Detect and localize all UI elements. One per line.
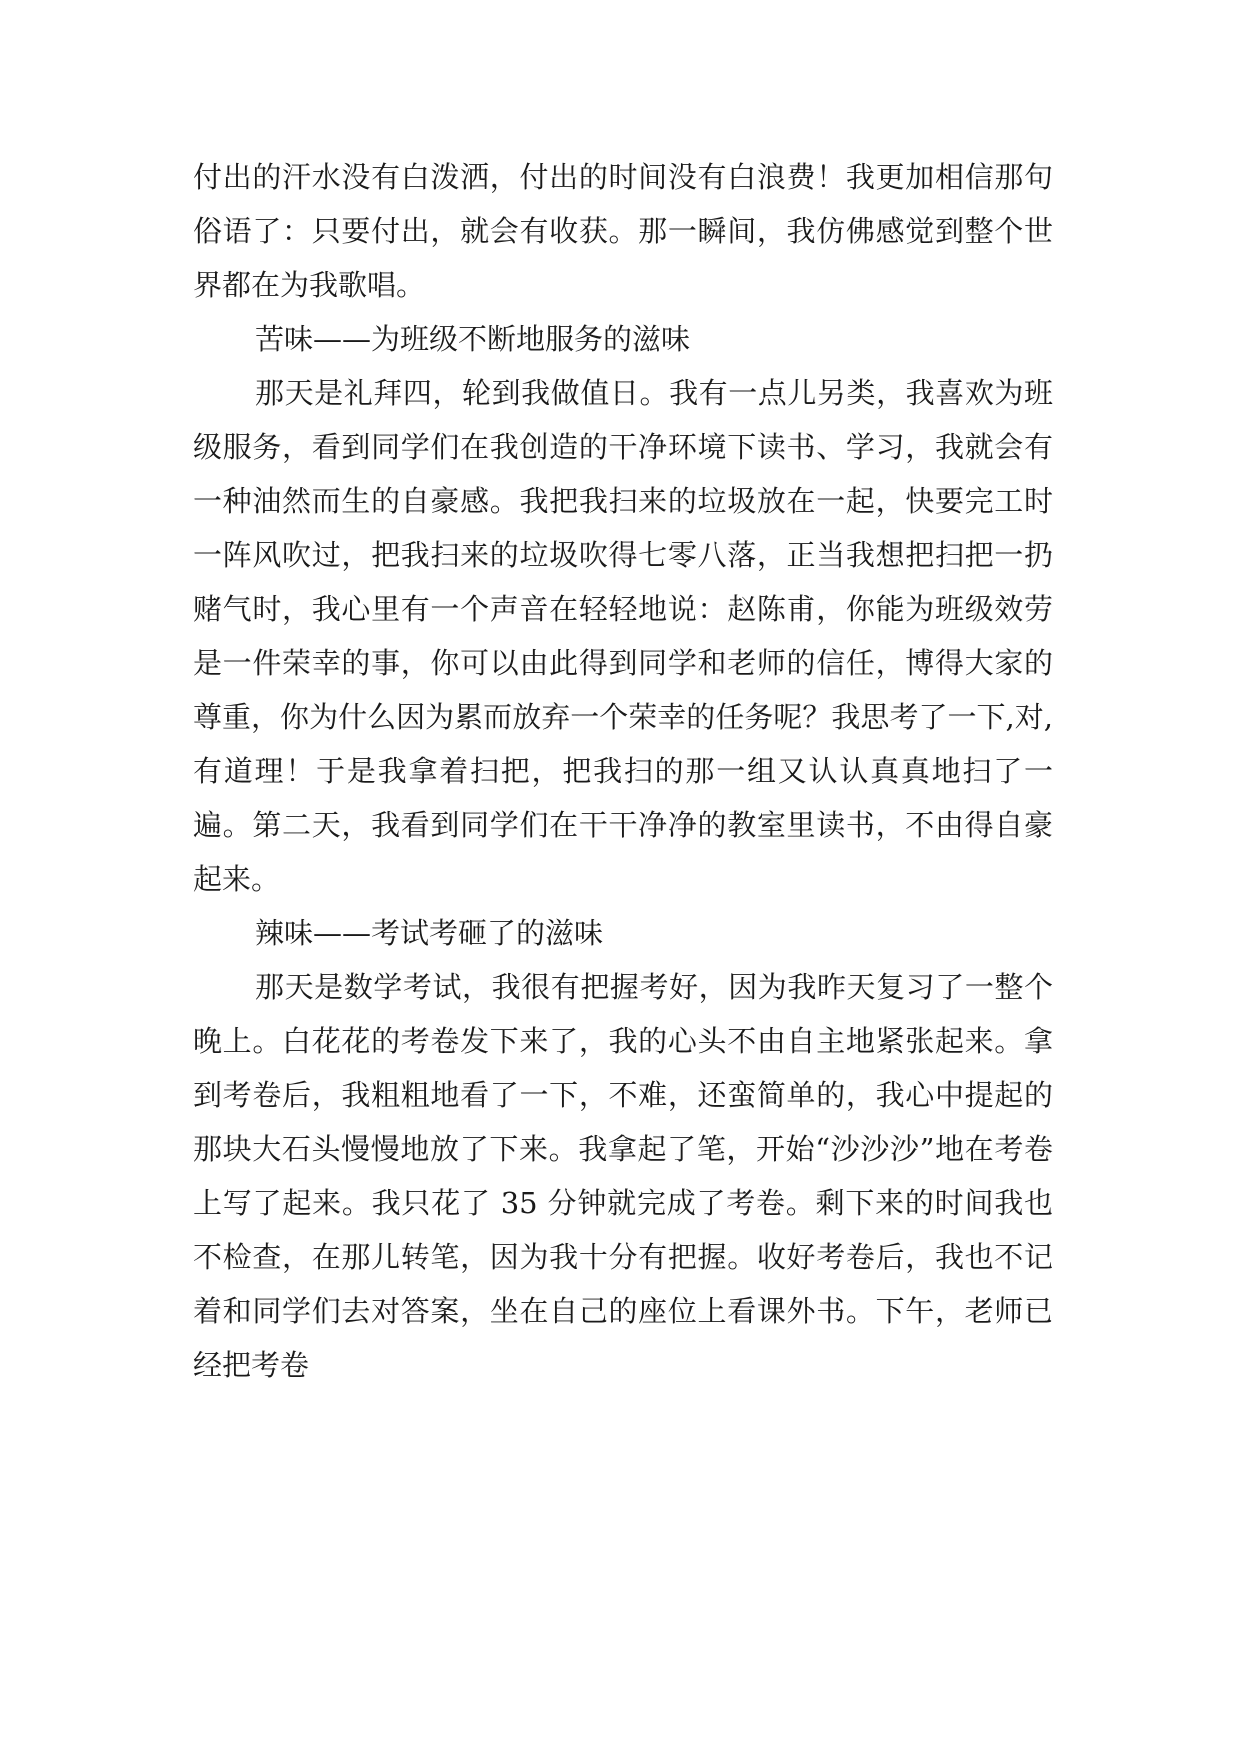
paragraph-bitter-story: 那天是礼拜四，轮到我做值日。我有一点儿另类，我喜欢为班级服务，看到同学们在我创造的干净环境下读书、学习，我就会有一种油然而生的自豪感。我把我扫来的垃圾放在一起，快要完工时一阵风吹过，把我扫来的垃圾吹得七零八落，正当我想把扫把一扔赌气时，我心里有一个声音在轻轻地说：赵陈甫，你能为班级效劳是一件荣幸的事，你可以由此得到同学和老师的信任，博得大家的尊重，你为什么因为累而放弃一个荣幸的任务呢？我思考了一下,对,有道理！于是我拿着扫把，把我扫的那一组又认认真真地扫了一遍。第二天，我看到同学们在干干净净的教室里读书，不由得自豪起来。 <box>193 376 1053 896</box>
paragraph-spicy-story: 那天是数学考试，我很有把握考好，因为我昨天复习了一整个晚上。白花花的考卷发下来了，我的心头不由自主地紧张起来。拿到考卷后，我粗粗地看了一下，不难，还蛮简单的，我心中提起的那块大石头慢慢地放了下来。我拿起了笔，开始“沙沙沙”地在考卷上写了起来。我只花了 35 分钟就完成了考卷。剩下来的时间我也不检查，在那儿转笔，因为我十分有把握。收好考卷后，我也不记着和同学们去对答案，坐在自己的座位上看课外书。下午，老师已经把考卷 <box>193 970 1053 1382</box>
document-body <box>193 150 1053 1392</box>
section-heading-bitter: 苦味——为班级不断地服务的滋味 <box>255 322 691 356</box>
paragraph-continuation: 付出的汗水没有白泼洒，付出的时间没有白浪费！我更加相信那句俗语了：只要付出，就会有收获。那一瞬间，我仿佛感觉到整个世界都在为我歌唱。 <box>193 160 1053 302</box>
section-heading-spicy: 辣味——考试考砸了的滋味 <box>255 916 604 950</box>
